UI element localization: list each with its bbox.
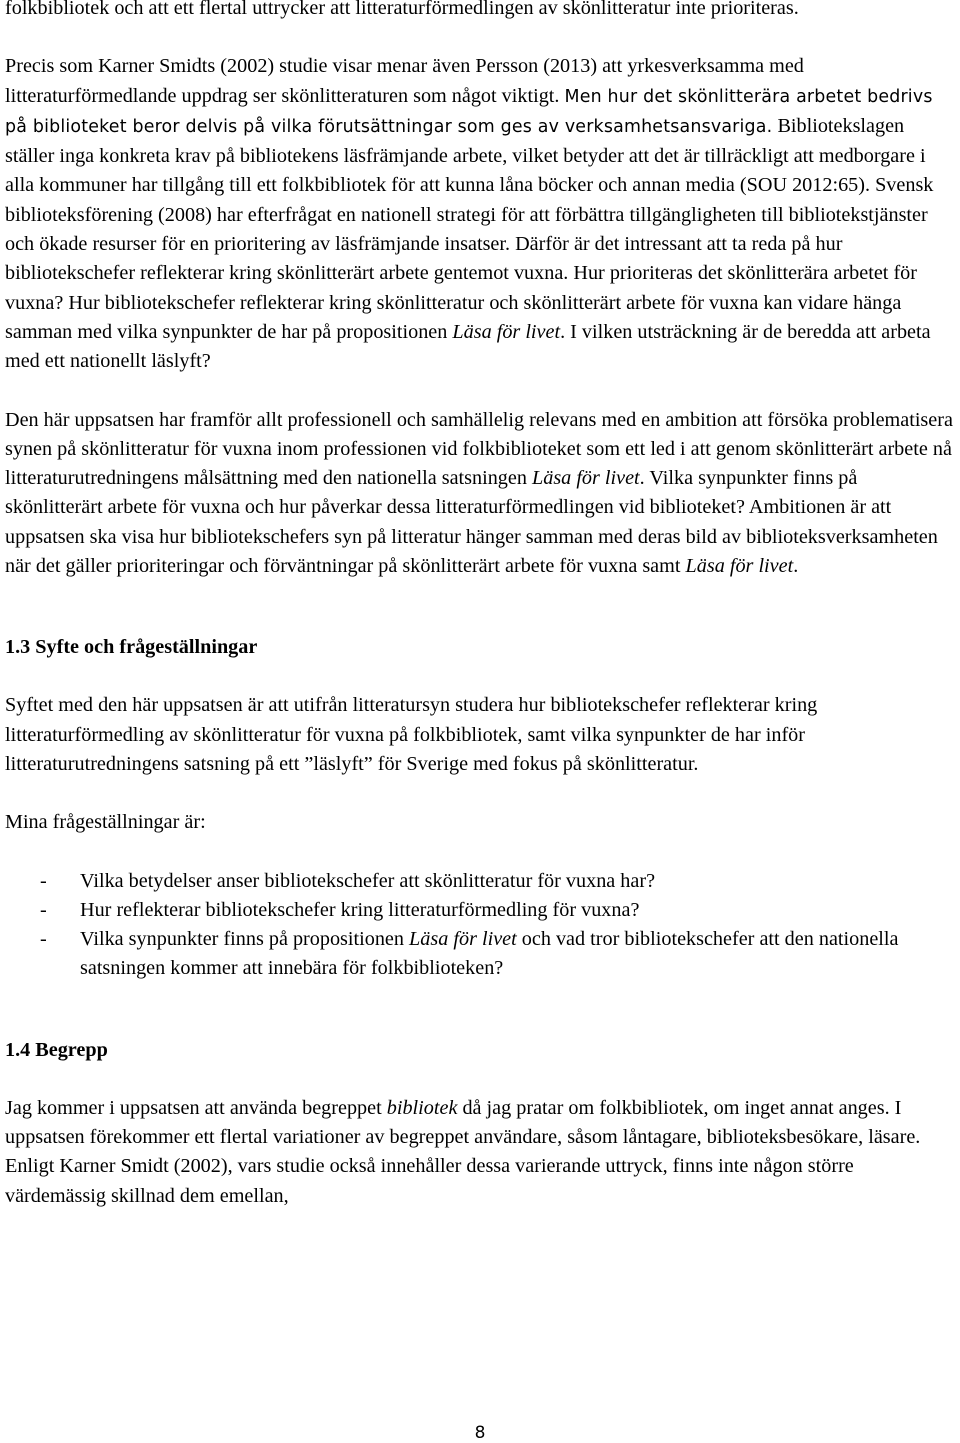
- text-span: Vilka betydelser anser bibliotekschefer att skönlitteratur för vuxna har?: [80, 869, 656, 892]
- text-span-sans: Men hur det skönlitterära arbetet bedrivs på biblioteket beror delvis på vilka förutsättningar som ges av verksamhetsansvariga.: [5, 86, 933, 137]
- text-span: Bibliotekslagen ställer inga konkreta krav på bibliotekens läsfrämjande arbete, vilket betyder att det är tillräckligt att medborgare i alla kommuner har tillgång till ett folkbibliotek för att kunna låna böcker och annan media (SOU 2012:65). Svensk biblioteksförening (2008) har efterfrågat en nationell strategi för att förbättra tillgängligheten till bibliotekstjänster och ökade resurser för en prioritering av läsfrämjande insatser. Därför är det intressant att ta reda på hur bibliotekschefer reflekterar kring skönlitterärt arbete gentemot vuxna. Hur prioriteras det skönlitterära arbetet för vuxna? Hur bibliotekschefer reflekterar kring skönlitteratur och skönlitterärt arbete för vuxna kan vidare hänga samman med vilka synpunkter de har på propositionen: [5, 114, 934, 343]
- page-number: 8: [474, 1423, 486, 1443]
- list-item: [5, 896, 957, 925]
- paragraph-questions-intro: Mina frågeställningar är:: [5, 811, 206, 834]
- text-span: Hur reflekterar bibliotekschefer kring litteraturförmedling för vuxna?: [80, 898, 640, 921]
- italic-title: Läsa för livet: [532, 467, 640, 490]
- italic-title: Läsa för livet: [685, 555, 794, 578]
- document-page: [5, 0, 957, 1211]
- list-dash: -: [40, 928, 47, 951]
- paragraph-concepts: [5, 1094, 957, 1211]
- paragraph-relevance: [5, 406, 957, 582]
- research-questions-list: [5, 867, 957, 984]
- text-span: .: [793, 555, 799, 578]
- text-span: Den här uppsatsen har framför allt professionell och samhällelig relevans med en ambition att försöka problematisera synen på skönlitteratur för vuxna inom professionen vid folkbiblioteket som ett led i att genom skönlitterärt arbete nå litteraturutredningens målsättning med den nationella satsningen: [5, 408, 953, 490]
- spacer: [5, 1065, 957, 1094]
- spacer: [5, 779, 957, 808]
- spacer: [5, 377, 957, 406]
- text-span: då jag pratar om folkbibliotek, om inget annat anges. I uppsatsen förekommer ett flertal variationer av begreppet användare, såsom låntagare, biblioteksbesökare, läsare. Enligt Karner Smidt (2002), vars studie också innehåller dessa varierande uttryck, finns inte någon större värdemässig skillnad dem emellan,: [5, 1096, 921, 1207]
- list-dash: -: [40, 898, 47, 921]
- spacer: [5, 838, 957, 867]
- paragraph-intro-end: [5, 0, 957, 23]
- text-span: . Vilka synpunkter finns på skönlitterärt arbete för vuxna och hur påverkar dessa litteraturförmedlingen vid biblioteket? Ambitionen är att uppsatsen ska visa hur bibliotekschefers syn på litteratur hänger samman med deras bild av biblioteksverksamheten när det gäller prioriteringar och förväntningar på skönlitterärt arbete för vuxna samt: [5, 467, 938, 578]
- italic-title: Läsa för livet: [409, 928, 517, 951]
- list-dash: -: [40, 869, 47, 892]
- spacer: [5, 984, 957, 1036]
- text-span: Syftet med den här uppsatsen är att utifrån litteratursyn studera hur bibliotekschefer reflekterar kring litteraturförmedling av skönlitteratur för vuxna på folkbibliotek, samt vilka synpunkter de har inför litteraturutredningens satsning på ett ”läslyft” för Sverige med fokus på skönlitteratur.: [5, 694, 818, 775]
- text-span: Jag kommer i uppsatsen att använda begreppet: [5, 1096, 387, 1119]
- text-span: Precis som Karner Smidts (2002) studie visar menar även Persson (2013) att yrkesverksamma med litteraturförmedlande uppdrag ser skönlitteraturen som något viktigt.: [5, 55, 804, 107]
- spacer: [5, 662, 957, 691]
- text-span: och vad tror bibliotekschefer att den nationella satsningen kommer att innebära för folkbiblioteken?: [80, 928, 899, 980]
- section-heading-purpose: 1.3 Syfte och frågeställningar: [5, 636, 258, 659]
- spacer: [5, 23, 957, 52]
- italic-term: bibliotek: [386, 1096, 458, 1119]
- italic-title: Läsa för livet: [452, 320, 561, 343]
- list-item: [5, 867, 957, 896]
- text-span: . I vilken utsträckning är de beredda att arbeta med ett nationellt läslyft?: [5, 320, 931, 373]
- list-item: [5, 925, 957, 984]
- paragraph-purpose: [5, 691, 957, 779]
- text-span: folkbibliotek och att ett flertal uttrycker att litteraturförmedlingen av skönlitteratur inte prioriteras.: [5, 0, 799, 19]
- spacer: [5, 581, 957, 633]
- section-heading-concepts: 1.4 Begrepp: [5, 1038, 108, 1061]
- text-span: Vilka synpunkter finns på propositionen: [80, 928, 410, 951]
- paragraph-background: [5, 52, 957, 376]
